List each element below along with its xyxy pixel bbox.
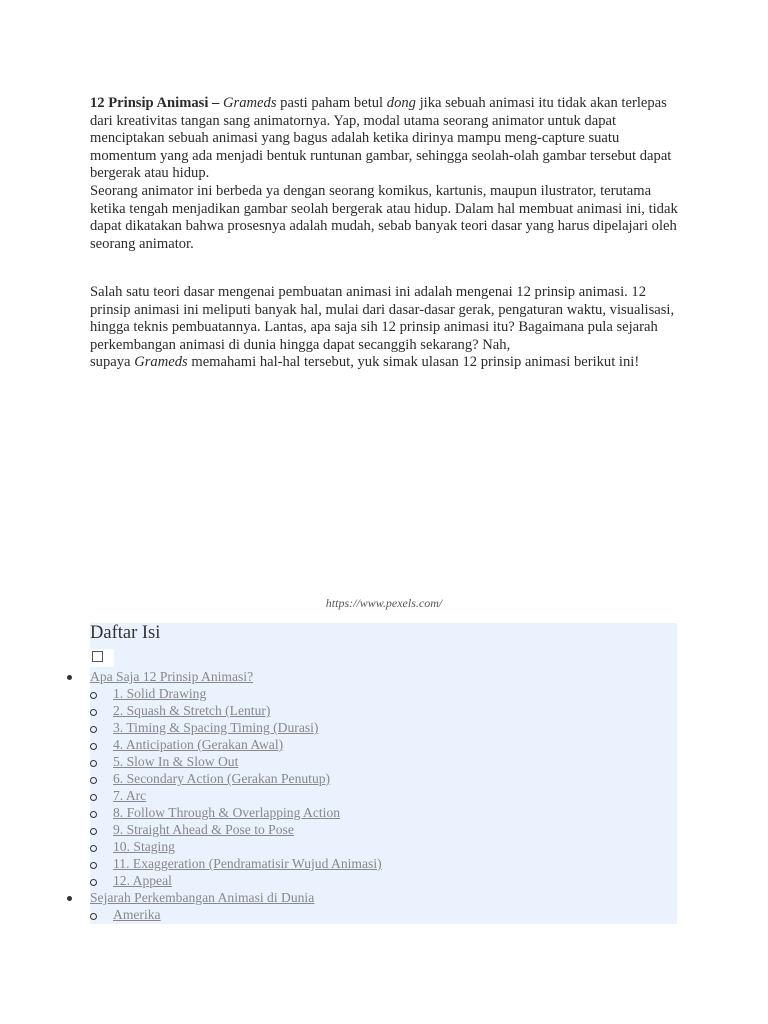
- toc-toggle-checkbox-icon[interactable]: [92, 651, 103, 662]
- toc-subsection-item: [113, 770, 330, 787]
- toc-bullet-circle-icon: [90, 743, 97, 750]
- toc-title: Daftar Isi: [90, 623, 161, 643]
- toc-link[interactable]: Apa Saja 12 Prinsip Animasi?: [90, 669, 254, 684]
- third-paragraph: [90, 284, 680, 372]
- intro-text-2: jika sebuah animasi itu tidak akan terlepas dari kreativitas tangan sang animatornya. Yap, modal utama seorang animator untuk dapat menciptakan sebuah animasi yang bagus adalah ketika dirinya mampu meng-capture suatu momentum yang ada menjadi bentuk runtunan gambar, sehingga seolah-olah gambar tersebut dapat bergerak atau hidup.: [90, 95, 672, 182]
- toc-section-item: [90, 668, 253, 685]
- toc-subsection-item: [113, 906, 161, 923]
- toc-subsection-item: [113, 736, 283, 753]
- third-paragraph-text: Salah satu teori dasar mengenai pembuatan animasi ini adalah mengenai 12 prinsip animasi. 12 prinsip animasi ini meliputi banyak hal, mulai dari dasar-dasar gerak, pengaturan waktu, visualisasi, hingga teknis pembuatannya. Lantas, apa saja sih 12 prinsip animasi itu? Bagaimana pula sejarah perkembangan animasi di dunia hingga dapat secanggih sekarang? Nah,: [90, 284, 675, 353]
- toc-toggle[interactable]: [90, 649, 114, 667]
- toc-bullet-circle-icon: [90, 913, 97, 920]
- toc-bullet-circle-icon: [90, 794, 97, 801]
- toc-bullet-circle-icon: [90, 709, 97, 716]
- toc-link[interactable]: 8. Follow Through & Overlapping Action: [113, 805, 341, 820]
- toc-link[interactable]: 4. Anticipation (Gerakan Awal): [113, 737, 284, 752]
- intro-text-1: pasti paham betul: [276, 95, 387, 111]
- toc-bullet-circle-icon: [90, 828, 97, 835]
- toc-bullet-disc-icon: [67, 675, 72, 680]
- toc-bullet-circle-icon: [90, 862, 97, 869]
- toc-bullet-circle-icon: [90, 879, 97, 886]
- third-paragraph-tail-pre: supaya: [90, 354, 135, 371]
- toc-link[interactable]: 10. Staging: [113, 839, 175, 854]
- toc-link[interactable]: 2. Squash & Stretch (Lentur): [113, 703, 271, 718]
- toc-subsection-item: [113, 821, 294, 838]
- toc-subsection-item: [113, 787, 146, 804]
- intro-lead-emphasis: Grameds: [223, 95, 277, 111]
- toc-subsection-item: [113, 702, 270, 719]
- toc-link[interactable]: 11. Exaggeration (Pendramatisir Wujud Animasi): [113, 856, 382, 871]
- intro-lead-title: 12 Prinsip Animasi –: [90, 95, 223, 111]
- toc-bullet-circle-icon: [90, 726, 97, 733]
- toc-subsection-item: [113, 719, 318, 736]
- toc-bullet-disc-icon: [67, 896, 72, 901]
- toc-link[interactable]: 9. Straight Ahead & Pose to Pose: [113, 822, 294, 837]
- toc-bullet-circle-icon: [90, 845, 97, 852]
- second-paragraph: Seorang animator ini berbeda ya dengan seorang komikus, kartunis, maupun ilustrator, terutama ketika tengah menjadikan gambar seolah bergerak atau hidup. Dalam hal membuat animasi ini, tidak dapat dikatakan bahwa prosesnya adalah mudah, sebab banyak teori dasar yang harus dipelajari oleh seorang animator.: [90, 183, 678, 252]
- toc-subsection-item: [113, 685, 206, 702]
- toc-bullet-circle-icon: [90, 777, 97, 784]
- intro-paragraph: [90, 95, 680, 183]
- toc-bullet-circle-icon: [90, 811, 97, 818]
- toc-subsection-item: [113, 838, 175, 855]
- toc-section-item: [90, 889, 314, 906]
- toc-bullet-circle-icon: [90, 692, 97, 699]
- intro-emphasis-dong: dong: [386, 95, 416, 111]
- toc-subsection-item: [113, 855, 382, 872]
- toc-subsection-item: [113, 804, 340, 821]
- toc-link[interactable]: Sejarah Perkembangan Animasi di Dunia: [90, 890, 315, 905]
- toc-subsection-item: [113, 753, 238, 770]
- toc-bullet-circle-icon: [90, 760, 97, 767]
- toc-link[interactable]: 12. Appeal: [113, 873, 172, 888]
- third-paragraph-tail-post: memahami hal-hal tersebut, yuk simak ulasan 12 prinsip animasi berikut ini!: [187, 354, 640, 371]
- image-caption: https://www.pexels.com/: [325, 596, 443, 610]
- toc-link[interactable]: 7. Arc: [113, 788, 147, 803]
- toc-link[interactable]: 3. Timing & Spacing Timing (Durasi): [113, 720, 319, 735]
- toc-link[interactable]: 5. Slow In & Slow Out: [113, 754, 239, 769]
- third-paragraph-emphasis: Grameds: [134, 354, 188, 371]
- toc-link[interactable]: 6. Secondary Action (Gerakan Penutup): [113, 771, 331, 786]
- toc-link[interactable]: Amerika: [113, 907, 161, 922]
- toc-link[interactable]: 1. Solid Drawing: [113, 686, 207, 701]
- toc-subsection-item: [113, 872, 172, 889]
